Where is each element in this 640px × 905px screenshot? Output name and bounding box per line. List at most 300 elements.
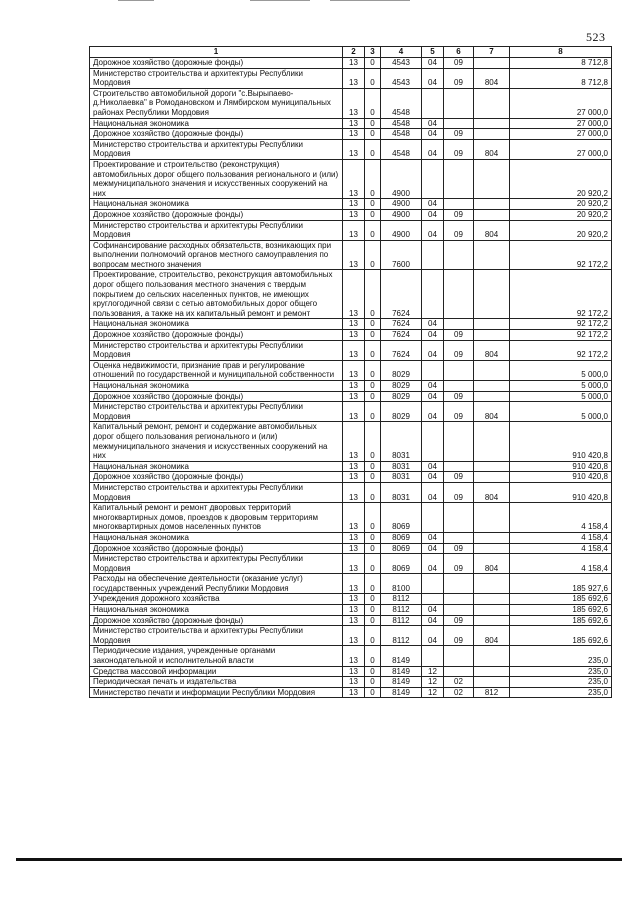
row-amount-cell: 27 000,0: [510, 88, 612, 118]
row-amount-cell: 20 920,2: [510, 220, 612, 240]
row-code-5-cell: [422, 594, 444, 605]
row-name-cell: Министерство строительства и архитектуры Республики Мордовия: [90, 554, 343, 574]
row-code-4-cell: 4548: [381, 118, 422, 129]
row-code-6-cell: [444, 503, 474, 533]
row-code-3-cell: 0: [365, 209, 381, 220]
table-row: [90, 159, 612, 198]
row-code-7-cell: [474, 422, 510, 461]
row-code-3-cell: 0: [365, 532, 381, 543]
table-row: [90, 594, 612, 605]
row-code-2-cell: 13: [343, 687, 365, 698]
row-code-2-cell: 13: [343, 381, 365, 392]
row-name-cell: Национальная экономика: [90, 605, 343, 616]
row-code-2-cell: 13: [343, 209, 365, 220]
row-code-5-cell: 04: [422, 402, 444, 422]
row-code-6-cell: [444, 240, 474, 270]
row-code-7-cell: 804: [474, 554, 510, 574]
row-code-2-cell: 13: [343, 472, 365, 483]
row-code-6-cell: 09: [444, 626, 474, 646]
row-code-7-cell: 804: [474, 220, 510, 240]
row-code-7-cell: [474, 270, 510, 319]
row-code-6-cell: 09: [444, 482, 474, 502]
row-code-5-cell: 04: [422, 220, 444, 240]
row-code-2-cell: 13: [343, 422, 365, 461]
row-code-5-cell: 04: [422, 340, 444, 360]
row-code-2-cell: 13: [343, 402, 365, 422]
row-code-7-cell: [474, 461, 510, 472]
table-row: [90, 209, 612, 220]
row-code-3-cell: 0: [365, 687, 381, 698]
row-code-6-cell: [444, 199, 474, 210]
row-code-4-cell: 8029: [381, 360, 422, 380]
row-code-7-cell: [474, 209, 510, 220]
row-code-4-cell: 4900: [381, 220, 422, 240]
row-code-5-cell: 04: [422, 319, 444, 330]
row-name-cell: Министерство строительства и архитектуры Республики Мордовия: [90, 68, 343, 88]
table-row: [90, 554, 612, 574]
row-code-4-cell: 8069: [381, 532, 422, 543]
row-code-5-cell: 04: [422, 532, 444, 543]
row-name-cell: Периодические издания, учрежденные органами законодательной и исполнительной власти: [90, 646, 343, 666]
row-amount-cell: 235,0: [510, 666, 612, 677]
row-code-7-cell: [474, 381, 510, 392]
row-code-5-cell: 12: [422, 687, 444, 698]
row-code-5-cell: 04: [422, 58, 444, 69]
row-code-5-cell: 04: [422, 461, 444, 472]
row-amount-cell: 185 692,6: [510, 594, 612, 605]
row-code-5-cell: 04: [422, 605, 444, 616]
row-code-7-cell: [474, 666, 510, 677]
row-code-6-cell: [444, 270, 474, 319]
row-code-3-cell: 0: [365, 319, 381, 330]
row-code-3-cell: 0: [365, 626, 381, 646]
row-code-5-cell: 04: [422, 626, 444, 646]
row-name-cell: Национальная экономика: [90, 381, 343, 392]
row-code-3-cell: 0: [365, 666, 381, 677]
row-name-cell: Дорожное хозяйство (дорожные фонды): [90, 391, 343, 402]
row-code-6-cell: [444, 461, 474, 472]
row-code-7-cell: [474, 646, 510, 666]
row-name-cell: Дорожное хозяйство (дорожные фонды): [90, 543, 343, 554]
row-code-5-cell: [422, 574, 444, 594]
row-code-3-cell: 0: [365, 68, 381, 88]
row-code-4-cell: 8112: [381, 615, 422, 626]
row-amount-cell: 4 158,4: [510, 554, 612, 574]
row-code-6-cell: 02: [444, 677, 474, 688]
row-name-cell: Дорожное хозяйство (дорожные фонды): [90, 472, 343, 483]
row-code-2-cell: 13: [343, 594, 365, 605]
row-code-2-cell: 13: [343, 626, 365, 646]
row-code-4-cell: 7624: [381, 330, 422, 341]
row-code-5-cell: 12: [422, 666, 444, 677]
row-code-3-cell: 0: [365, 159, 381, 198]
row-amount-cell: 5 000,0: [510, 381, 612, 392]
scan-artifact: [118, 0, 154, 1]
row-code-5-cell: 04: [422, 199, 444, 210]
row-name-cell: Национальная экономика: [90, 532, 343, 543]
row-name-cell: Министерство печати и информации Республики Мордовия: [90, 687, 343, 698]
row-code-4-cell: 8149: [381, 646, 422, 666]
table-row: [90, 422, 612, 461]
row-code-4-cell: 7624: [381, 270, 422, 319]
row-amount-cell: 5 000,0: [510, 402, 612, 422]
table-row: [90, 543, 612, 554]
row-code-2-cell: 13: [343, 482, 365, 502]
row-code-2-cell: 13: [343, 615, 365, 626]
row-code-7-cell: 804: [474, 68, 510, 88]
row-code-2-cell: 13: [343, 605, 365, 616]
table-row: [90, 270, 612, 319]
row-code-2-cell: 13: [343, 58, 365, 69]
row-code-5-cell: 04: [422, 472, 444, 483]
row-code-7-cell: 804: [474, 402, 510, 422]
row-code-6-cell: [444, 594, 474, 605]
row-code-7-cell: 804: [474, 340, 510, 360]
row-amount-cell: 8 712,8: [510, 58, 612, 69]
row-name-cell: Национальная экономика: [90, 319, 343, 330]
row-code-5-cell: [422, 240, 444, 270]
row-code-2-cell: 13: [343, 360, 365, 380]
row-code-2-cell: 13: [343, 159, 365, 198]
page-bottom-rule: [16, 858, 622, 861]
row-code-6-cell: 09: [444, 554, 474, 574]
row-name-cell: Дорожное хозяйство (дорожные фонды): [90, 330, 343, 341]
row-amount-cell: 185 927,6: [510, 574, 612, 594]
row-name-cell: Проектирование, строительство, реконструкция автомобильных дорог общего пользования местного значения с твердым покрытием до сельских населенных пунктов, не имеющих круглогодичной связи с сетью автомобильных дорог общего пользования, а также на их капитальный ремонт и ремонт: [90, 270, 343, 319]
row-name-cell: Периодическая печать и издательства: [90, 677, 343, 688]
row-code-3-cell: 0: [365, 330, 381, 341]
row-code-7-cell: 812: [474, 687, 510, 698]
table-row: [90, 687, 612, 698]
row-code-7-cell: [474, 615, 510, 626]
row-code-6-cell: [444, 381, 474, 392]
row-code-4-cell: 4548: [381, 129, 422, 140]
row-code-6-cell: 09: [444, 58, 474, 69]
row-code-3-cell: 0: [365, 472, 381, 483]
row-code-6-cell: [444, 646, 474, 666]
row-code-6-cell: 09: [444, 139, 474, 159]
row-code-5-cell: 04: [422, 543, 444, 554]
row-code-4-cell: 7624: [381, 319, 422, 330]
row-code-4-cell: 8149: [381, 677, 422, 688]
row-code-5-cell: [422, 159, 444, 198]
header-cell: 2: [343, 47, 365, 58]
row-code-3-cell: 0: [365, 220, 381, 240]
row-code-5-cell: 04: [422, 68, 444, 88]
row-code-2-cell: 13: [343, 532, 365, 543]
table-row: [90, 360, 612, 380]
row-name-cell: Дорожное хозяйство (дорожные фонды): [90, 209, 343, 220]
row-amount-cell: 235,0: [510, 646, 612, 666]
row-amount-cell: 235,0: [510, 677, 612, 688]
row-code-5-cell: [422, 360, 444, 380]
row-code-5-cell: 12: [422, 677, 444, 688]
table-row: [90, 68, 612, 88]
row-code-4-cell: 8031: [381, 482, 422, 502]
row-code-5-cell: 04: [422, 129, 444, 140]
row-code-2-cell: 13: [343, 330, 365, 341]
row-code-4-cell: 8069: [381, 554, 422, 574]
row-code-6-cell: [444, 88, 474, 118]
row-code-2-cell: 13: [343, 319, 365, 330]
row-name-cell: Министерство строительства и архитектуры Республики Мордовия: [90, 139, 343, 159]
row-code-3-cell: 0: [365, 88, 381, 118]
row-amount-cell: 8 712,8: [510, 68, 612, 88]
row-code-7-cell: [474, 240, 510, 270]
row-code-3-cell: 0: [365, 58, 381, 69]
row-code-7-cell: [474, 330, 510, 341]
row-code-2-cell: 13: [343, 574, 365, 594]
row-code-5-cell: 04: [422, 139, 444, 159]
row-name-cell: Министерство строительства и архитектуры Республики Мордовия: [90, 220, 343, 240]
row-code-4-cell: 7624: [381, 340, 422, 360]
row-code-7-cell: [474, 159, 510, 198]
row-code-4-cell: 4900: [381, 209, 422, 220]
row-amount-cell: 910 420,8: [510, 461, 612, 472]
header-cell: 6: [444, 47, 474, 58]
row-name-cell: Средства массовой информации: [90, 666, 343, 677]
table-row: [90, 574, 612, 594]
row-amount-cell: 20 920,2: [510, 199, 612, 210]
row-amount-cell: 5 000,0: [510, 391, 612, 402]
row-code-5-cell: 04: [422, 209, 444, 220]
row-code-6-cell: [444, 319, 474, 330]
budget-table: [89, 46, 612, 698]
row-code-5-cell: 04: [422, 482, 444, 502]
table-row: [90, 391, 612, 402]
row-code-5-cell: [422, 88, 444, 118]
row-code-2-cell: 13: [343, 646, 365, 666]
row-code-4-cell: 8149: [381, 687, 422, 698]
row-code-4-cell: 8029: [381, 391, 422, 402]
row-code-7-cell: [474, 574, 510, 594]
row-code-5-cell: [422, 270, 444, 319]
scan-artifact: [330, 0, 410, 1]
row-code-2-cell: 13: [343, 199, 365, 210]
row-code-2-cell: 13: [343, 503, 365, 533]
row-code-2-cell: 13: [343, 554, 365, 574]
row-code-3-cell: 0: [365, 381, 381, 392]
row-amount-cell: 235,0: [510, 687, 612, 698]
row-amount-cell: 92 172,2: [510, 340, 612, 360]
row-code-4-cell: 8029: [381, 402, 422, 422]
row-name-cell: Национальная экономика: [90, 118, 343, 129]
table-row: [90, 199, 612, 210]
table-row: [90, 139, 612, 159]
row-amount-cell: 4 158,4: [510, 543, 612, 554]
page-number: 523: [586, 30, 606, 44]
header-cell: 3: [365, 47, 381, 58]
row-name-cell: Национальная экономика: [90, 199, 343, 210]
row-amount-cell: 4 158,4: [510, 532, 612, 543]
table-row: [90, 472, 612, 483]
row-name-cell: Капитальный ремонт и ремонт дворовых территорий многоквартирных домов, проездов к дворовым территориям многоквартирных домов населенных пунктов: [90, 503, 343, 533]
row-amount-cell: 910 420,8: [510, 422, 612, 461]
table-row: [90, 340, 612, 360]
row-code-3-cell: 0: [365, 118, 381, 129]
row-code-3-cell: 0: [365, 594, 381, 605]
row-code-7-cell: 804: [474, 139, 510, 159]
row-code-7-cell: [474, 543, 510, 554]
row-code-2-cell: 13: [343, 461, 365, 472]
row-code-7-cell: [474, 503, 510, 533]
table-row: [90, 381, 612, 392]
row-code-7-cell: [474, 360, 510, 380]
row-code-4-cell: 8031: [381, 461, 422, 472]
row-name-cell: Дорожное хозяйство (дорожные фонды): [90, 129, 343, 140]
row-code-2-cell: 13: [343, 220, 365, 240]
row-code-7-cell: [474, 319, 510, 330]
row-code-6-cell: 09: [444, 402, 474, 422]
row-amount-cell: 5 000,0: [510, 360, 612, 380]
table-row: [90, 88, 612, 118]
row-code-6-cell: [444, 666, 474, 677]
row-amount-cell: 92 172,2: [510, 270, 612, 319]
row-code-3-cell: 0: [365, 139, 381, 159]
row-code-4-cell: 4548: [381, 139, 422, 159]
row-code-6-cell: [444, 532, 474, 543]
row-amount-cell: 910 420,8: [510, 472, 612, 483]
row-code-4-cell: 7600: [381, 240, 422, 270]
row-code-4-cell: 8069: [381, 503, 422, 533]
row-code-5-cell: 04: [422, 391, 444, 402]
row-code-4-cell: 8100: [381, 574, 422, 594]
table-row: [90, 646, 612, 666]
header-cell: 5: [422, 47, 444, 58]
row-code-2-cell: 13: [343, 68, 365, 88]
row-code-6-cell: [444, 360, 474, 380]
row-code-6-cell: 02: [444, 687, 474, 698]
row-code-2-cell: 13: [343, 543, 365, 554]
row-code-6-cell: 09: [444, 472, 474, 483]
row-amount-cell: 92 172,2: [510, 319, 612, 330]
row-code-3-cell: 0: [365, 482, 381, 502]
row-code-7-cell: [474, 88, 510, 118]
row-code-4-cell: 4548: [381, 88, 422, 118]
header-cell: 1: [90, 47, 343, 58]
row-code-6-cell: 09: [444, 615, 474, 626]
row-code-7-cell: 804: [474, 626, 510, 646]
row-code-2-cell: 13: [343, 270, 365, 319]
table-row: [90, 482, 612, 502]
row-code-4-cell: 8069: [381, 543, 422, 554]
row-name-cell: Дорожное хозяйство (дорожные фонды): [90, 58, 343, 69]
row-amount-cell: 92 172,2: [510, 330, 612, 341]
row-code-4-cell: 8029: [381, 381, 422, 392]
row-amount-cell: 910 420,8: [510, 482, 612, 502]
row-code-4-cell: 8112: [381, 626, 422, 646]
row-name-cell: Капитальный ремонт, ремонт и содержание автомобильных дорог общего пользования регионального и (или) межмуниципального значения и искусственных сооружений на них: [90, 422, 343, 461]
row-amount-cell: 27 000,0: [510, 139, 612, 159]
row-name-cell: Национальная экономика: [90, 461, 343, 472]
table-row: [90, 240, 612, 270]
table-row: [90, 615, 612, 626]
row-code-4-cell: 4900: [381, 199, 422, 210]
row-code-7-cell: [474, 129, 510, 140]
row-code-3-cell: 0: [365, 422, 381, 461]
row-code-6-cell: [444, 118, 474, 129]
row-code-3-cell: 0: [365, 340, 381, 360]
row-code-5-cell: 04: [422, 615, 444, 626]
row-code-7-cell: [474, 677, 510, 688]
row-code-5-cell: 04: [422, 381, 444, 392]
row-code-2-cell: 13: [343, 88, 365, 118]
row-code-4-cell: 4543: [381, 58, 422, 69]
header-cell: 7: [474, 47, 510, 58]
row-code-6-cell: [444, 605, 474, 616]
row-code-3-cell: 0: [365, 646, 381, 666]
scan-artifact: [250, 0, 310, 1]
row-code-7-cell: [474, 118, 510, 129]
table-row: [90, 330, 612, 341]
table-row: [90, 461, 612, 472]
row-code-5-cell: 04: [422, 330, 444, 341]
row-code-7-cell: [474, 605, 510, 616]
row-amount-cell: 92 172,2: [510, 240, 612, 270]
row-code-2-cell: 13: [343, 666, 365, 677]
row-code-3-cell: 0: [365, 199, 381, 210]
table-row: [90, 319, 612, 330]
table-row: [90, 503, 612, 533]
row-code-6-cell: [444, 159, 474, 198]
table-row: [90, 677, 612, 688]
header-cell: 4: [381, 47, 422, 58]
row-name-cell: Строительство автомобильной дороги "с.Вырыпаево-д.Николаевка" в Ромодановском и Лямбирском муниципальных районах Республики Мордовия: [90, 88, 343, 118]
row-code-4-cell: 8112: [381, 605, 422, 616]
row-amount-cell: 20 920,2: [510, 159, 612, 198]
row-code-3-cell: 0: [365, 605, 381, 616]
row-code-7-cell: 804: [474, 482, 510, 502]
row-code-6-cell: 09: [444, 129, 474, 140]
row-code-5-cell: [422, 422, 444, 461]
row-code-3-cell: 0: [365, 270, 381, 319]
row-code-6-cell: 09: [444, 340, 474, 360]
table-row: [90, 666, 612, 677]
row-name-cell: Софинансирование расходных обязательств, возникающих при выполнении полномочий органов местного самоуправления по вопросам местного значения: [90, 240, 343, 270]
row-name-cell: Министерство строительства и архитектуры Республики Мордовия: [90, 402, 343, 422]
row-name-cell: Учреждения дорожного хозяйства: [90, 594, 343, 605]
row-amount-cell: 185 692,6: [510, 615, 612, 626]
row-code-2-cell: 13: [343, 118, 365, 129]
row-code-6-cell: 09: [444, 209, 474, 220]
row-code-4-cell: 8031: [381, 472, 422, 483]
row-code-4-cell: 8112: [381, 594, 422, 605]
row-code-3-cell: 0: [365, 391, 381, 402]
row-code-6-cell: 09: [444, 68, 474, 88]
table-row: [90, 402, 612, 422]
row-code-3-cell: 0: [365, 360, 381, 380]
row-amount-cell: 27 000,0: [510, 129, 612, 140]
row-code-6-cell: [444, 574, 474, 594]
row-code-6-cell: 09: [444, 391, 474, 402]
row-code-4-cell: 8149: [381, 666, 422, 677]
row-name-cell: Расходы на обеспечение деятельности (оказание услуг) государственных учреждений Республики Мордовия: [90, 574, 343, 594]
row-code-4-cell: 8031: [381, 422, 422, 461]
row-code-3-cell: 0: [365, 574, 381, 594]
row-code-5-cell: 04: [422, 554, 444, 574]
row-code-5-cell: [422, 646, 444, 666]
row-code-3-cell: 0: [365, 129, 381, 140]
row-code-5-cell: 04: [422, 118, 444, 129]
row-code-3-cell: 0: [365, 461, 381, 472]
row-code-3-cell: 0: [365, 677, 381, 688]
row-code-3-cell: 0: [365, 503, 381, 533]
row-code-6-cell: 09: [444, 220, 474, 240]
table-row: [90, 220, 612, 240]
header-cell: 8: [510, 47, 612, 58]
row-code-7-cell: [474, 472, 510, 483]
row-amount-cell: 4 158,4: [510, 503, 612, 533]
